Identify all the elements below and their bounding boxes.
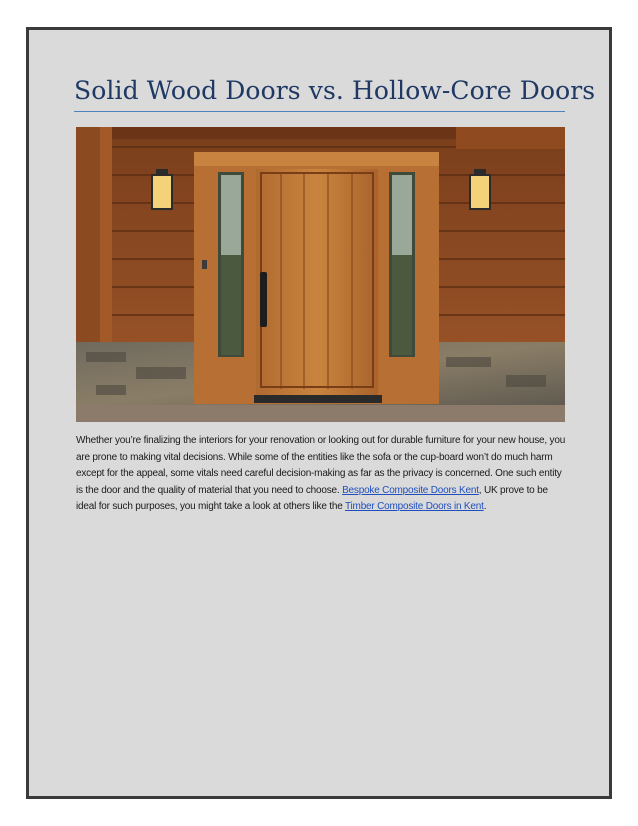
- paragraph-text-part-1: Whether you’re finalizing the interiors for your renovation or looking out for durable furniture for your new house, you are prone to making vital decisions. While some of the entities like the sofa or the cup-board won’t do much harm except for the appeal, some vitals need careful decision-making as far as the privacy is concerned. One such entity is the door and the quality of material that you need to choose.: [76, 435, 566, 496]
- page-title: Solid Wood Doors vs. Hollow-Core Doors: [74, 76, 596, 105]
- bespoke-composite-doors-link[interactable]: Bespoke Composite Doors Kent: [342, 484, 479, 496]
- paragraph-text-part-3: .: [483, 501, 487, 513]
- title-underline-divider: [74, 111, 565, 112]
- intro-paragraph: [76, 433, 568, 516]
- wooden-front-door-photo: [76, 127, 565, 422]
- timber-composite-doors-link[interactable]: Timber Composite Doors in Kent: [345, 501, 484, 513]
- paragraph-text-part-2: , UK prove to be ideal for such purposes, you might take a look at others like the: [76, 484, 548, 513]
